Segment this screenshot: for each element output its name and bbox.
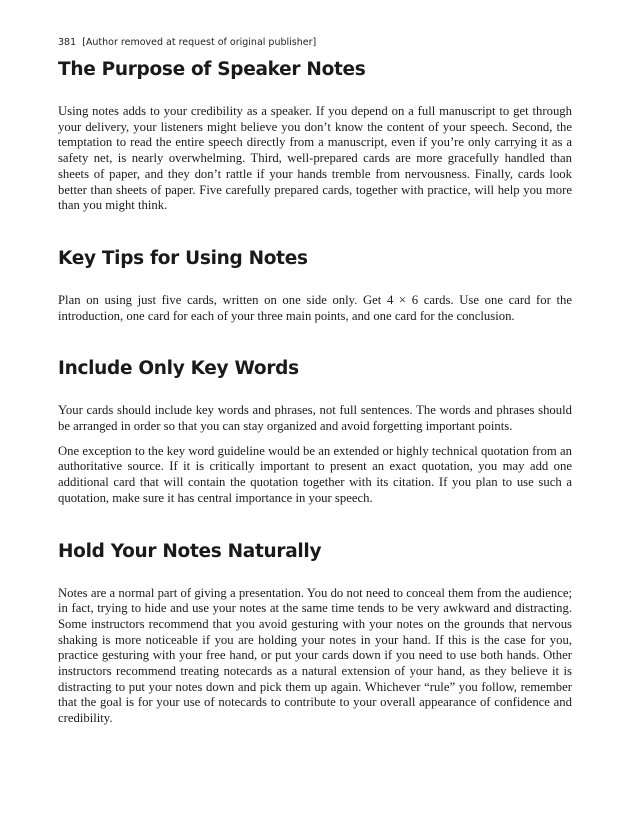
- section-heading: Include Only Key Words: [58, 358, 299, 380]
- page-number: 381: [58, 37, 77, 48]
- paragraph: Using notes adds to your credibility as a speaker. If you depend on a full manuscript to get through your delivery, your listeners might believe you don’t know the content of your speech. Second, the temptation to read the entire speech directly from a manuscript, even if you’re only carrying it as a safety net, is nearly overwhelming. Third, well-prepared cards are more gracefully handled than sheets of paper, and they don’t rattle if your hands tremble from nervousness. Finally, cards look better than sheets of paper. Five carefully prepared cards, together with practice, will help you more than you might think.: [58, 104, 572, 213]
- section-heading: The Purpose of Speaker Notes: [58, 59, 366, 80]
- paragraph: Plan on using just five cards, written on one side only. Get 4 × 6 cards. Use one card for the introduction, one card for each of your three main points, and one card for the conclusion.: [58, 292, 572, 323]
- section-hold-your-notes-naturally: [58, 540, 572, 727]
- section-heading: Key Tips for Using Notes: [58, 247, 308, 269]
- paragraph: Notes are a normal part of giving a presentation. You do not need to conceal them from the audience; in fact, trying to hide and use your notes at the same time tends to be very awkward and distracting. Some instructors recommend that you avoid gesturing with your notes on the grounds that nervous shaking is more noticeable if you are holding your notes in your hand. If this is the case for you, practice gesturing with your free hand, or put your cards down if you need to use both hands. Other instructors recommend treating notecards as a natural extension of your hand, as they believe it is distracting to put your notes down and pick them up again. Whichever “rule” you follow, remember that the goal is for your use of notecards to contribute to your overall appearance of confidence and credibility.: [58, 585, 572, 726]
- section-include-only-key-words: [58, 357, 572, 506]
- paragraph: One exception to the key word guideline would be an extended or highly technical quotation from an authoritative source. If it is critically important to present an exact quotation, you may add one additional card that will contain the quotation together with its citation. If you plan to use such a quotation, make sure it has central importance in your speech.: [58, 443, 572, 505]
- document-page: [58, 36, 572, 736]
- paragraph: Your cards should include key words and phrases, not full sentences. The words and phrases should be arranged in order so that you can stay organized and avoid forgetting important points.: [58, 403, 572, 434]
- section-purpose-of-speaker-notes: [58, 58, 572, 214]
- section-key-tips-for-using-notes: [58, 247, 572, 324]
- running-header: [58, 36, 572, 50]
- section-heading: Hold Your Notes Naturally: [58, 540, 322, 562]
- author-attribution: [Author removed at request of original publisher]: [82, 37, 317, 48]
